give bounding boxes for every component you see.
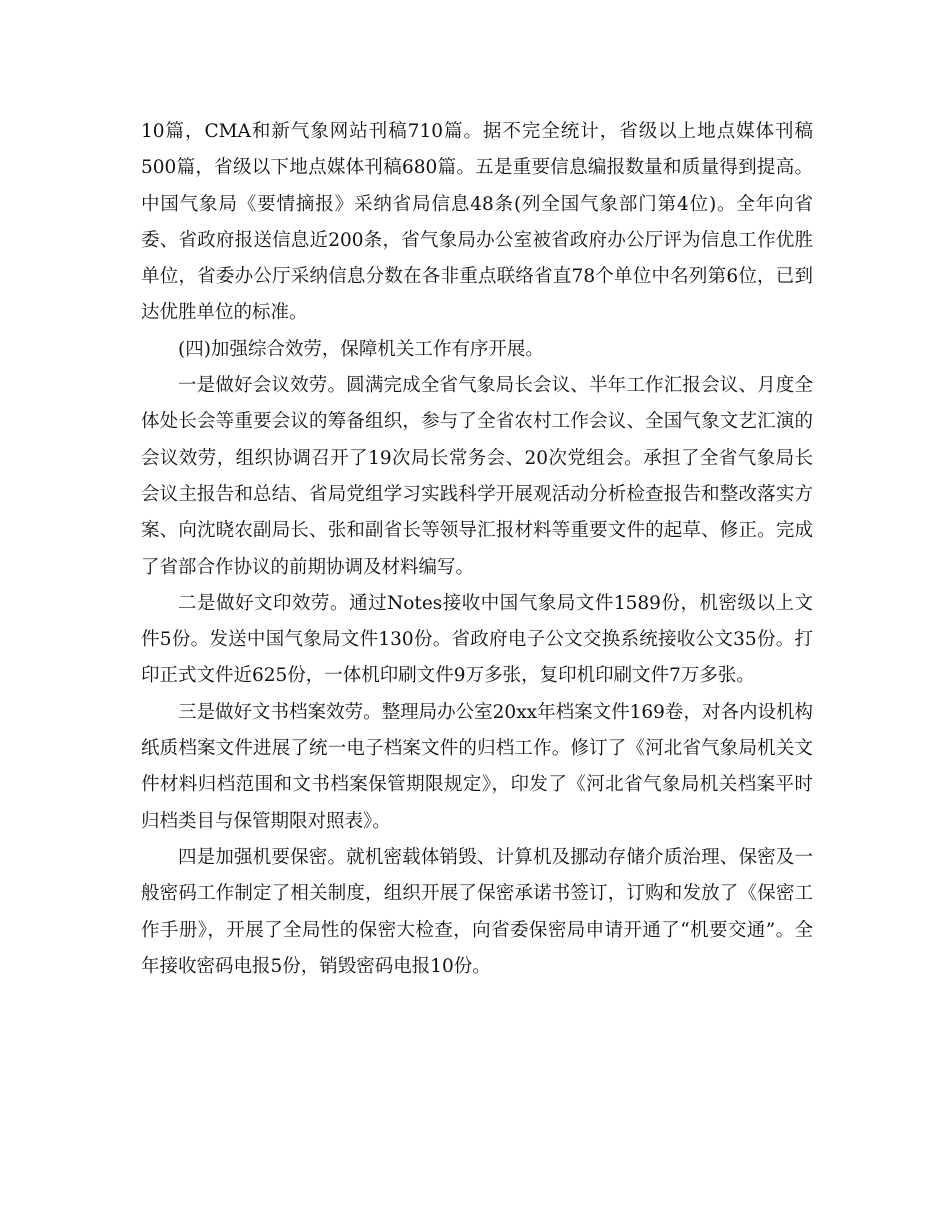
- document-body: [141, 114, 813, 985]
- paragraph-confidentiality: 四是加强机要保密。就机密载体销毁、计算机及挪动存储介质治理、保密及一般密码工作制定了相关制度，组织开展了保密承诺书签订，订购和发放了《保密工作手册》，开展了全局性的保密大检查，向省委保密局申请开通了“机要交通”。全年接收密码电报5份，销毁密码电报10份。: [141, 846, 813, 977]
- paragraph-meeting-services: 一是做好会议效劳。圆满完成全省气象局长会议、半年工作汇报会议、月度全体处长会等重要会议的筹备组织，参与了全省农村工作会议、全国气象文艺汇演的会议效劳，组织协调召开了19次局长常务会、20次党组会。承担了全省气象局长会议主报告和总结、省局党组学习实践科学开展观活动分析检查报告和整改落实方案、向沈晓农副局长、张和副省长等领导汇报材料等重要文件的起草、修正。完成了省部合作协议的前期协调及材料编写。: [141, 375, 813, 578]
- paragraph-printing-services: 二是做好文印效劳。通过Notes接收中国气象局文件1589份，机密级以上文件5份。发送中国气象局文件130份。省政府电子公文交换系统接收公文35份。打印正式文件近625份，一体机印刷文件9万多张，复印机印刷文件7万多张。: [141, 592, 813, 687]
- section-heading: (四)加强综合效劳，保障机关工作有序开展。: [178, 338, 544, 360]
- paragraph-archive-services: 三是做好文书档案效劳。整理局办公室20xx年档案文件169卷，对各内设机构纸质档案文件进展了统一电子档案文件的归档工作。修订了《河北省气象局机关文件材料归档范围和文书档案保管期限规定》，印发了《河北省气象局机关档案平时归档类目与保管期限对照表》。: [141, 701, 813, 832]
- paragraph-continuation: 10篇，CMA和新气象网站刊稿710篇。据不完全统计，省级以上地点媒体刊稿500篇，省级以下地点媒体刊稿680篇。五是重要信息编报数量和质量得到提高。中国气象局《要情摘报》采纳省局信息48条(列全国气象部门第4位)。全年向省委、省政府报送信息近200条，省气象局办公室被省政府办公厅评为信息工作优胜单位，省委办公厅采纳信息分数在各非重点联络省直78个单位中名列第6位，已到达优胜单位的标准。: [141, 121, 813, 324]
